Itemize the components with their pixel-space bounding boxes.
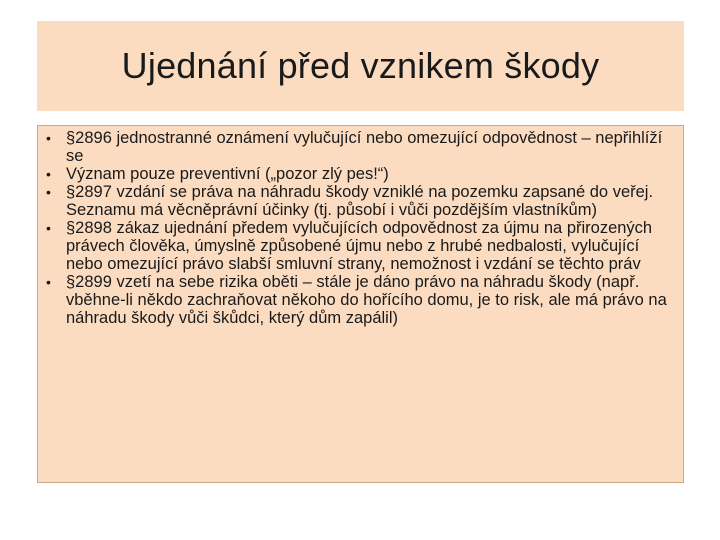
bullet-text: §2898 zákaz ujednání předem vylučujících odpovědnost za újmu na přirozených právech člověka, úmyslně způsobené újmu nebo z hrubé nedbalosti, vylučující nebo omezující právo slabší smluvní strany, nemožnost i vzdání se těchto práv [66,219,653,273]
list-item [46,219,673,273]
list-item [46,183,673,219]
bullet-text: §2896 jednostranné oznámení vylučující nebo omezující odpovědnost – nepřihlíží se [66,129,663,165]
bullet-text: §2897 vzdání se práva na náhradu škody vzniklé na pozemku zapsané do veřej. Seznamu má věcněprávní účinky (tj. působí i vůči pozdějším vlastníkům) [66,183,654,219]
list-item [46,273,673,327]
list-item [46,129,673,165]
bullet-icon: • [46,130,51,146]
bullet-text: Význam pouze preventivní („pozor zlý pes!“) [66,165,389,183]
bullet-icon: • [46,274,51,290]
slide-title: Ujednání před vznikem škody [121,45,600,86]
content-box [37,125,684,483]
bullet-icon: • [46,184,51,200]
bullet-text: §2899 vzetí na sebe rizika oběti – stále je dáno právo na náhradu škody (např. vběhne-li někdo zachraňovat někoho do hořícího domu, je to risk, ale má právo na náhradu škody vůči škůdci, který dům zapálil) [66,273,667,327]
bullet-icon: • [46,166,51,182]
bullet-list [38,126,683,327]
title-box [37,21,684,111]
list-item [46,165,673,183]
bullet-icon: • [46,220,51,236]
